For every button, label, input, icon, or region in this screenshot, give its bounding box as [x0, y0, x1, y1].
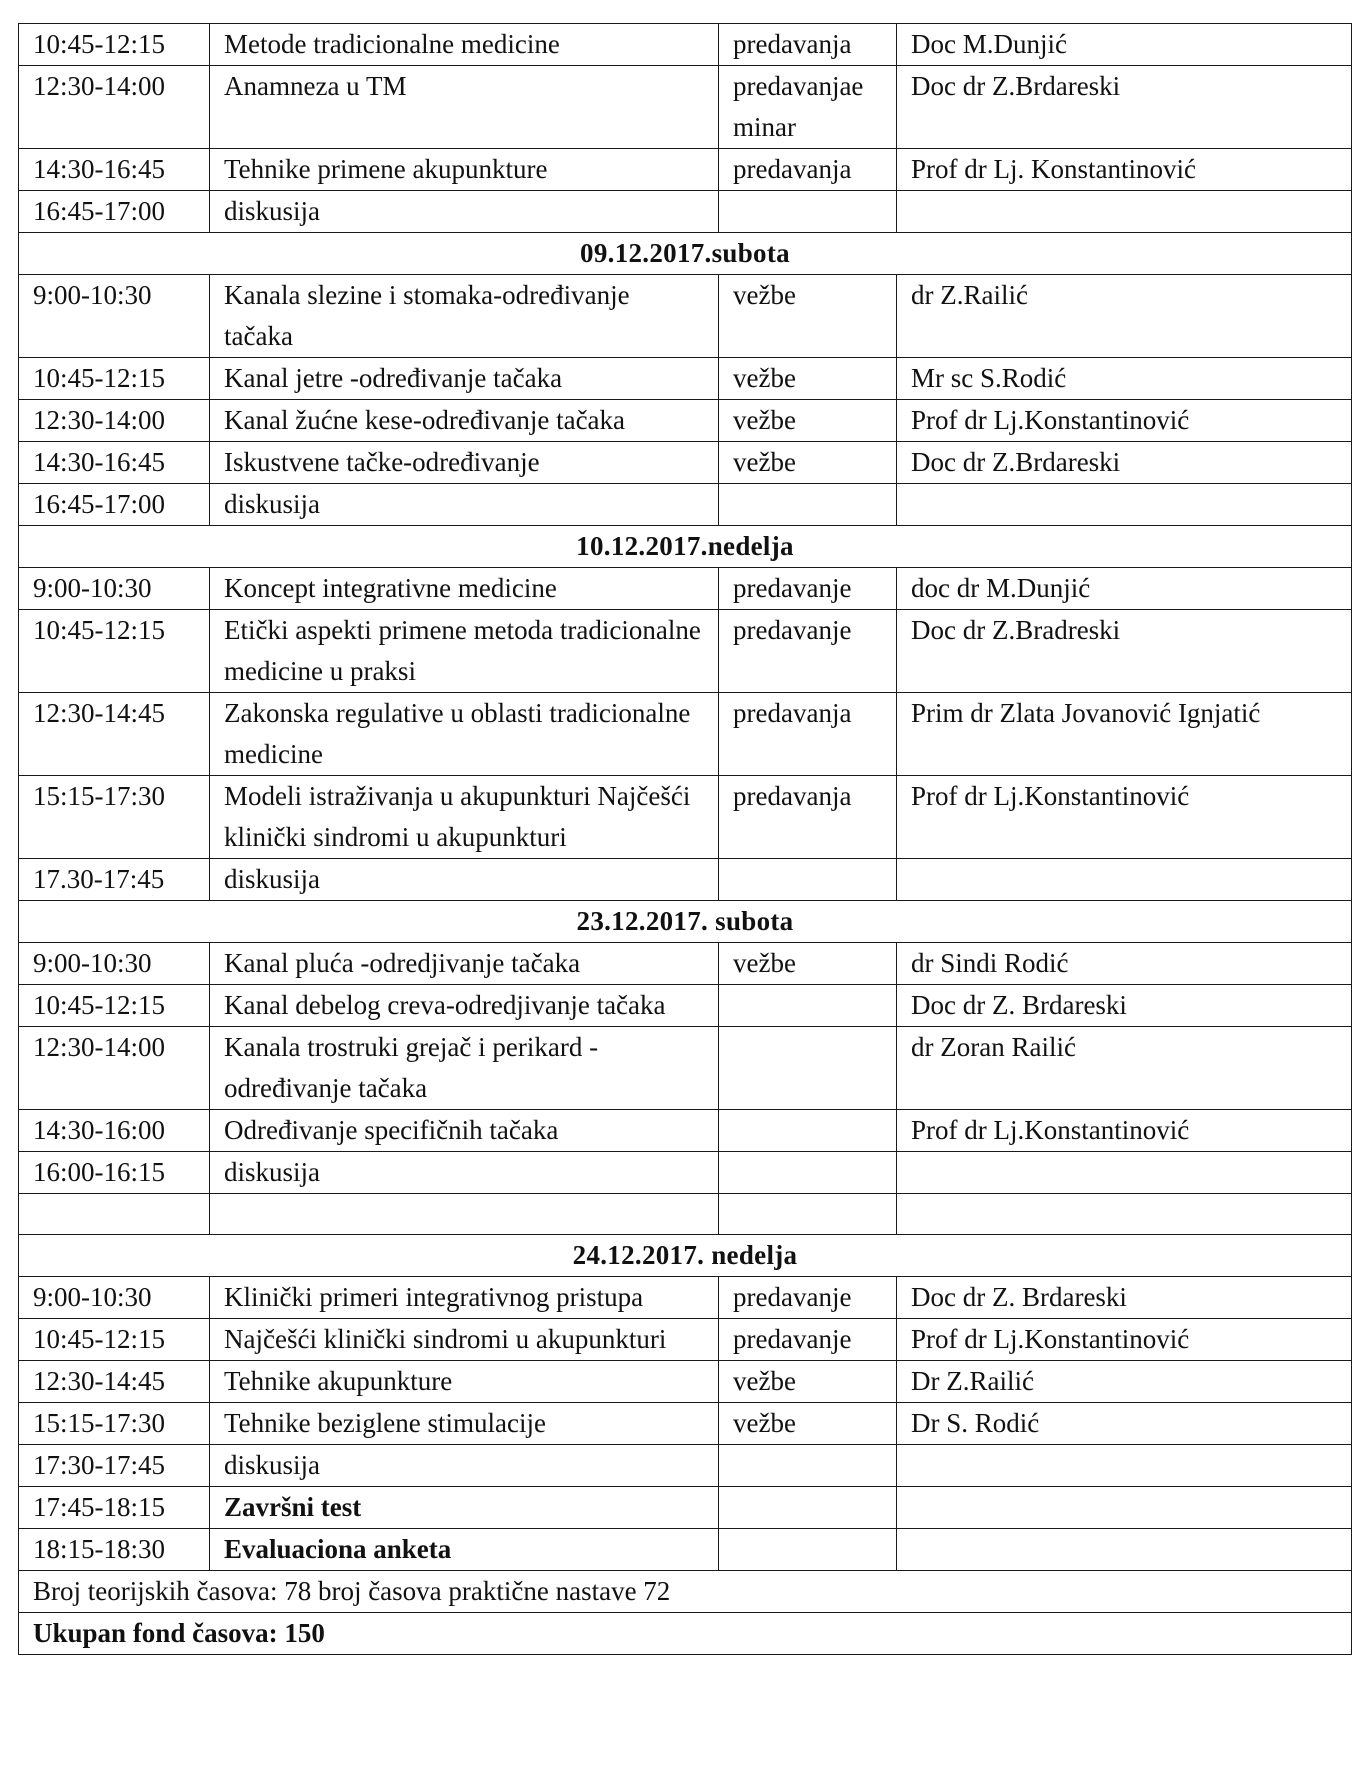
- table-row: [19, 400, 1352, 442]
- topic-cell: [210, 1194, 719, 1235]
- table-row: [19, 1403, 1352, 1445]
- topic-cell: Tehnike akupunkture: [210, 1361, 719, 1403]
- type-cell: vežbe: [719, 1403, 897, 1445]
- topic-cell: diskusija: [210, 859, 719, 901]
- time-cell: 17:45-18:15: [19, 1487, 210, 1529]
- topic-cell: diskusija: [210, 1445, 719, 1487]
- lecturer-cell: [897, 191, 1352, 233]
- hours-summary: Broj teorijskih časova: 78 broj časova praktične nastave 72: [19, 1571, 1352, 1613]
- time-cell: 10:45-12:15: [19, 985, 210, 1027]
- lecturer-cell: Prof dr Lj.Konstantinović: [897, 1319, 1352, 1361]
- schedule-page: [18, 23, 1352, 1655]
- lecturer-cell: Doc dr Z.Brdareski: [897, 66, 1352, 149]
- type-cell: predavanja: [719, 693, 897, 776]
- table-row: [19, 358, 1352, 400]
- day-header-row: [19, 526, 1352, 568]
- time-cell: 17.30-17:45: [19, 859, 210, 901]
- table-row: [19, 1027, 1352, 1110]
- lecturer-cell: dr Sindi Rodić: [897, 943, 1352, 985]
- time-cell: 17:30-17:45: [19, 1445, 210, 1487]
- lecturer-cell: Doc dr Z. Brdareski: [897, 1277, 1352, 1319]
- table-row: [19, 484, 1352, 526]
- type-cell: predavanje: [719, 1277, 897, 1319]
- time-cell: 16:45-17:00: [19, 191, 210, 233]
- lecturer-cell: dr Z.Railić: [897, 275, 1352, 358]
- lecturer-cell: Prof dr Lj.Konstantinović: [897, 1110, 1352, 1152]
- table-row: [19, 442, 1352, 484]
- topic-cell: Tehnike primene akupunkture: [210, 149, 719, 191]
- topic-cell: diskusija: [210, 1152, 719, 1194]
- table-row: [19, 610, 1352, 693]
- table-row: [19, 859, 1352, 901]
- day-header: 24.12.2017. nedelja: [19, 1235, 1352, 1277]
- table-row: [19, 1487, 1352, 1529]
- type-cell: [719, 859, 897, 901]
- day-header: 10.12.2017.nedelja: [19, 526, 1352, 568]
- table-row: [19, 1110, 1352, 1152]
- footer-hours-row: [19, 1571, 1352, 1613]
- lecturer-cell: Dr Z.Railić: [897, 1361, 1352, 1403]
- lecturer-cell: Dr S. Rodić: [897, 1403, 1352, 1445]
- table-row: [19, 693, 1352, 776]
- day-header: 09.12.2017.subota: [19, 233, 1352, 275]
- table-row: [19, 1529, 1352, 1571]
- topic-cell: Kanal jetre -određivanje tačaka: [210, 358, 719, 400]
- table-row: [19, 66, 1352, 149]
- topic-cell: Klinički primeri integrativnog pristupa: [210, 1277, 719, 1319]
- table-row: [19, 1361, 1352, 1403]
- topic-cell: Određivanje specifičnih tačaka: [210, 1110, 719, 1152]
- time-cell: 10:45-12:15: [19, 358, 210, 400]
- time-cell: 12:30-14:45: [19, 1361, 210, 1403]
- type-cell: [719, 1194, 897, 1235]
- type-cell: predavanje: [719, 610, 897, 693]
- time-cell: 9:00-10:30: [19, 1277, 210, 1319]
- time-cell: 10:45-12:15: [19, 1319, 210, 1361]
- table-row: [19, 1445, 1352, 1487]
- type-cell: [719, 1487, 897, 1529]
- type-cell: vežbe: [719, 442, 897, 484]
- type-cell: [719, 191, 897, 233]
- topic-cell: Koncept integrativne medicine: [210, 568, 719, 610]
- topic-cell: Završni test: [210, 1487, 719, 1529]
- type-cell: [719, 1445, 897, 1487]
- lecturer-cell: Prof dr Lj. Konstantinović: [897, 149, 1352, 191]
- type-cell: [719, 985, 897, 1027]
- lecturer-cell: [897, 1487, 1352, 1529]
- table-row: [19, 1319, 1352, 1361]
- topic-cell: Kanal žućne kese-određivanje tačaka: [210, 400, 719, 442]
- topic-cell: Zakonska regulative u oblasti tradicionalne medicine: [210, 693, 719, 776]
- table-row: [19, 1152, 1352, 1194]
- topic-cell: Tehnike beziglene stimulacije: [210, 1403, 719, 1445]
- topic-cell: diskusija: [210, 484, 719, 526]
- time-cell: 15:15-17:30: [19, 1403, 210, 1445]
- type-cell: predavanje: [719, 1319, 897, 1361]
- time-cell: 9:00-10:30: [19, 943, 210, 985]
- day-header: 23.12.2017. subota: [19, 901, 1352, 943]
- lecturer-cell: Doc dr Z.Bradreski: [897, 610, 1352, 693]
- schedule-table: [18, 23, 1352, 1655]
- time-cell: 10:45-12:15: [19, 24, 210, 66]
- total-hours: Ukupan fond časova: 150: [19, 1613, 1352, 1655]
- topic-cell: Kanala trostruki grejač i perikard -određivanje tačaka: [210, 1027, 719, 1110]
- table-row: [19, 191, 1352, 233]
- topic-cell: Etički aspekti primene metoda tradicionalne medicine u praksi: [210, 610, 719, 693]
- schedule-body: [19, 24, 1352, 1655]
- footer-total-row: [19, 1613, 1352, 1655]
- table-row: [19, 943, 1352, 985]
- table-row: [19, 1277, 1352, 1319]
- type-cell: vežbe: [719, 1361, 897, 1403]
- time-cell: 18:15-18:30: [19, 1529, 210, 1571]
- time-cell: 12:30-14:00: [19, 400, 210, 442]
- type-cell: predavanja: [719, 776, 897, 859]
- type-cell: vežbe: [719, 400, 897, 442]
- table-row: [19, 1194, 1352, 1235]
- lecturer-cell: Doc dr Z.Brdareski: [897, 442, 1352, 484]
- time-cell: 14:30-16:45: [19, 442, 210, 484]
- table-row: [19, 776, 1352, 859]
- lecturer-cell: [897, 1529, 1352, 1571]
- time-cell: 14:30-16:45: [19, 149, 210, 191]
- type-cell: vežbe: [719, 358, 897, 400]
- time-cell: 16:00-16:15: [19, 1152, 210, 1194]
- table-row: [19, 149, 1352, 191]
- lecturer-cell: dr Zoran Railić: [897, 1027, 1352, 1110]
- topic-cell: Najčešći klinički sindromi u akupunkturi: [210, 1319, 719, 1361]
- time-cell: 16:45-17:00: [19, 484, 210, 526]
- time-cell: 14:30-16:00: [19, 1110, 210, 1152]
- type-cell: predavanjae minar: [719, 66, 897, 149]
- table-row: [19, 568, 1352, 610]
- time-cell: [19, 1194, 210, 1235]
- time-cell: 12:30-14:00: [19, 1027, 210, 1110]
- lecturer-cell: [897, 859, 1352, 901]
- day-header-row: [19, 1235, 1352, 1277]
- topic-cell: Metode tradicionalne medicine: [210, 24, 719, 66]
- lecturer-cell: [897, 1152, 1352, 1194]
- lecturer-cell: doc dr M.Dunjić: [897, 568, 1352, 610]
- topic-cell: Modeli istraživanja u akupunkturi Najčešći klinički sindromi u akupunkturi: [210, 776, 719, 859]
- table-row: [19, 985, 1352, 1027]
- topic-cell: diskusija: [210, 191, 719, 233]
- lecturer-cell: [897, 1194, 1352, 1235]
- time-cell: 9:00-10:30: [19, 275, 210, 358]
- topic-cell: Kanala slezine i stomaka-određivanje tačaka: [210, 275, 719, 358]
- type-cell: [719, 1529, 897, 1571]
- lecturer-cell: [897, 484, 1352, 526]
- type-cell: predavanja: [719, 24, 897, 66]
- lecturer-cell: Prim dr Zlata Jovanović Ignjatić: [897, 693, 1352, 776]
- lecturer-cell: Doc M.Dunjić: [897, 24, 1352, 66]
- topic-cell: Evaluaciona anketa: [210, 1529, 719, 1571]
- time-cell: 10:45-12:15: [19, 610, 210, 693]
- time-cell: 12:30-14:45: [19, 693, 210, 776]
- type-cell: predavanja: [719, 149, 897, 191]
- type-cell: predavanje: [719, 568, 897, 610]
- table-row: [19, 275, 1352, 358]
- lecturer-cell: Prof dr Lj.Konstantinović: [897, 776, 1352, 859]
- type-cell: vežbe: [719, 943, 897, 985]
- lecturer-cell: Prof dr Lj.Konstantinović: [897, 400, 1352, 442]
- table-row: [19, 24, 1352, 66]
- day-header-row: [19, 901, 1352, 943]
- lecturer-cell: [897, 1445, 1352, 1487]
- time-cell: 12:30-14:00: [19, 66, 210, 149]
- type-cell: vežbe: [719, 275, 897, 358]
- time-cell: 15:15-17:30: [19, 776, 210, 859]
- type-cell: [719, 484, 897, 526]
- topic-cell: Anamneza u TM: [210, 66, 719, 149]
- type-cell: [719, 1110, 897, 1152]
- type-cell: [719, 1027, 897, 1110]
- type-cell: [719, 1152, 897, 1194]
- lecturer-cell: Mr sc S.Rodić: [897, 358, 1352, 400]
- topic-cell: Kanal pluća -odredjivanje tačaka: [210, 943, 719, 985]
- lecturer-cell: Doc dr Z. Brdareski: [897, 985, 1352, 1027]
- topic-cell: Iskustvene tačke-određivanje: [210, 442, 719, 484]
- day-header-row: [19, 233, 1352, 275]
- time-cell: 9:00-10:30: [19, 568, 210, 610]
- topic-cell: Kanal debelog creva-odredjivanje tačaka: [210, 985, 719, 1027]
